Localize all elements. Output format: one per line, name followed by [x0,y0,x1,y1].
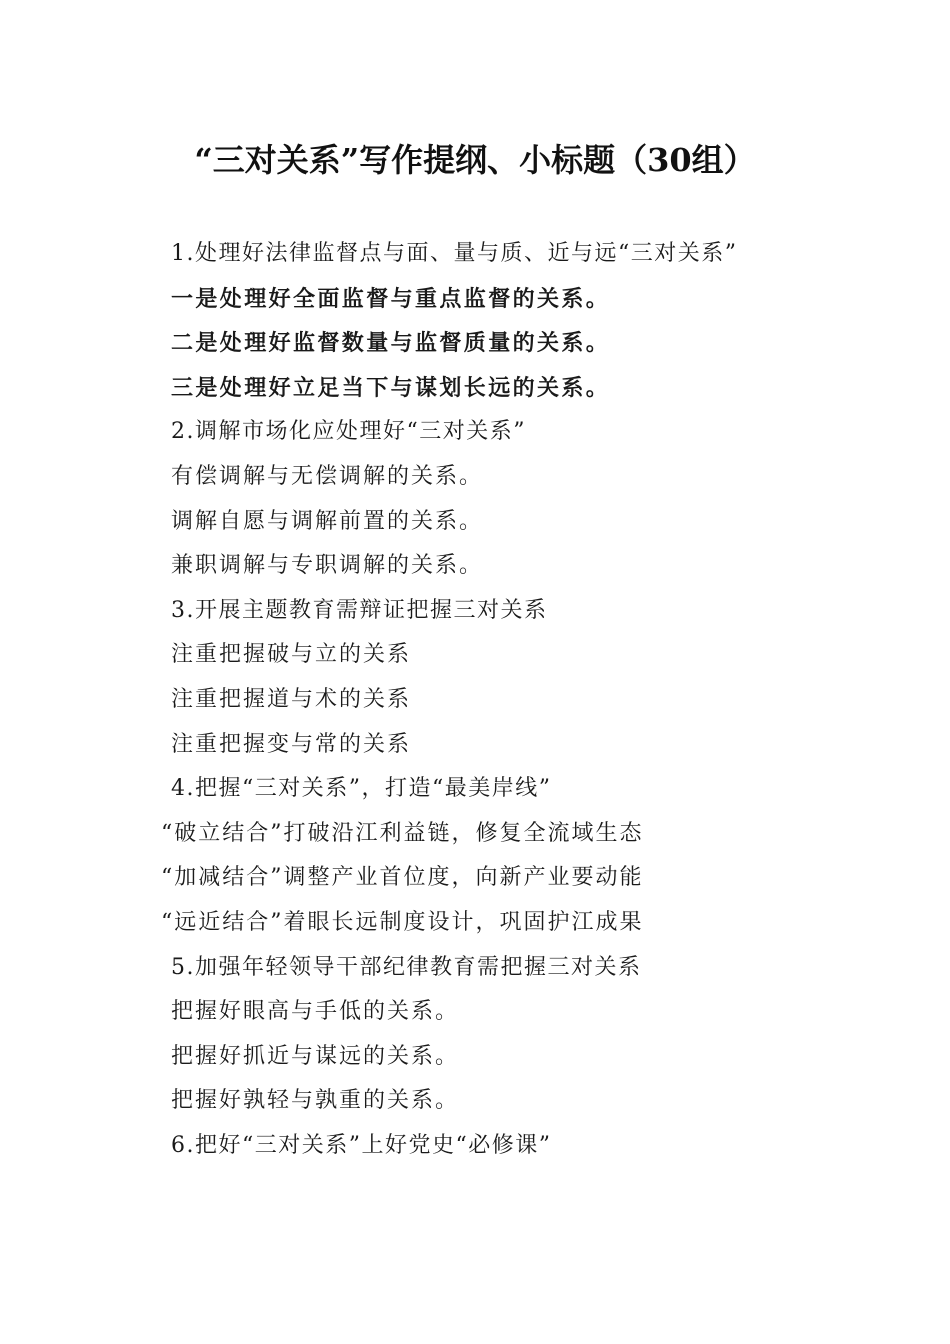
list-item: “破立结合”打破沿江利益链，修复全流域生态 [161,820,644,846]
list-item: 三是处理好立足当下与谋划长远的关系。 [171,374,611,401]
list-item: “加减结合”调整产业首位度，向新产业要动能 [161,865,644,891]
list-item: 调解自愿与调解前置的关系。 [171,508,484,534]
list-item: 兼职调解与专职调解的关系。 [171,553,484,579]
list-item: 有偿调解与无偿调解的关系。 [171,463,484,489]
section-heading-4: 4.把握“三对关系”，打造“最美岸线” [171,776,552,802]
section-heading-5: 5.加强年轻领导干部纪律教育需把握三对关系 [171,954,642,980]
list-item: 注重把握破与立的关系 [171,642,412,668]
list-item: 一是处理好全面监督与重点监督的关系。 [171,285,611,312]
document-body [161,232,791,1168]
section-heading-6: 6.把好“三对关系”上好党史“必修课” [171,1132,552,1158]
list-item: 把握好抓近与谋远的关系。 [171,1043,460,1069]
section-heading-1: 1.处理好法律监督点与面、量与质、近与远“三对关系” [171,241,738,266]
list-item: “远近结合”着眼长远制度设计，巩固护江成果 [161,909,644,935]
section-heading-2: 2.调解市场化应处理好“三对关系” [171,419,526,445]
list-item: 把握好孰轻与孰重的关系。 [171,1088,460,1114]
list-item: 二是处理好监督数量与监督质量的关系。 [171,330,611,357]
section-heading-3: 3.开展主题教育需辩证把握三对关系 [171,597,548,623]
list-item: 注重把握道与术的关系 [171,686,412,712]
list-item: 注重把握变与常的关系 [171,731,412,757]
list-item: 把握好眼高与手低的关系。 [171,999,460,1025]
document-title: “三对关系”写作提纲、小标题（30组） [194,141,756,179]
